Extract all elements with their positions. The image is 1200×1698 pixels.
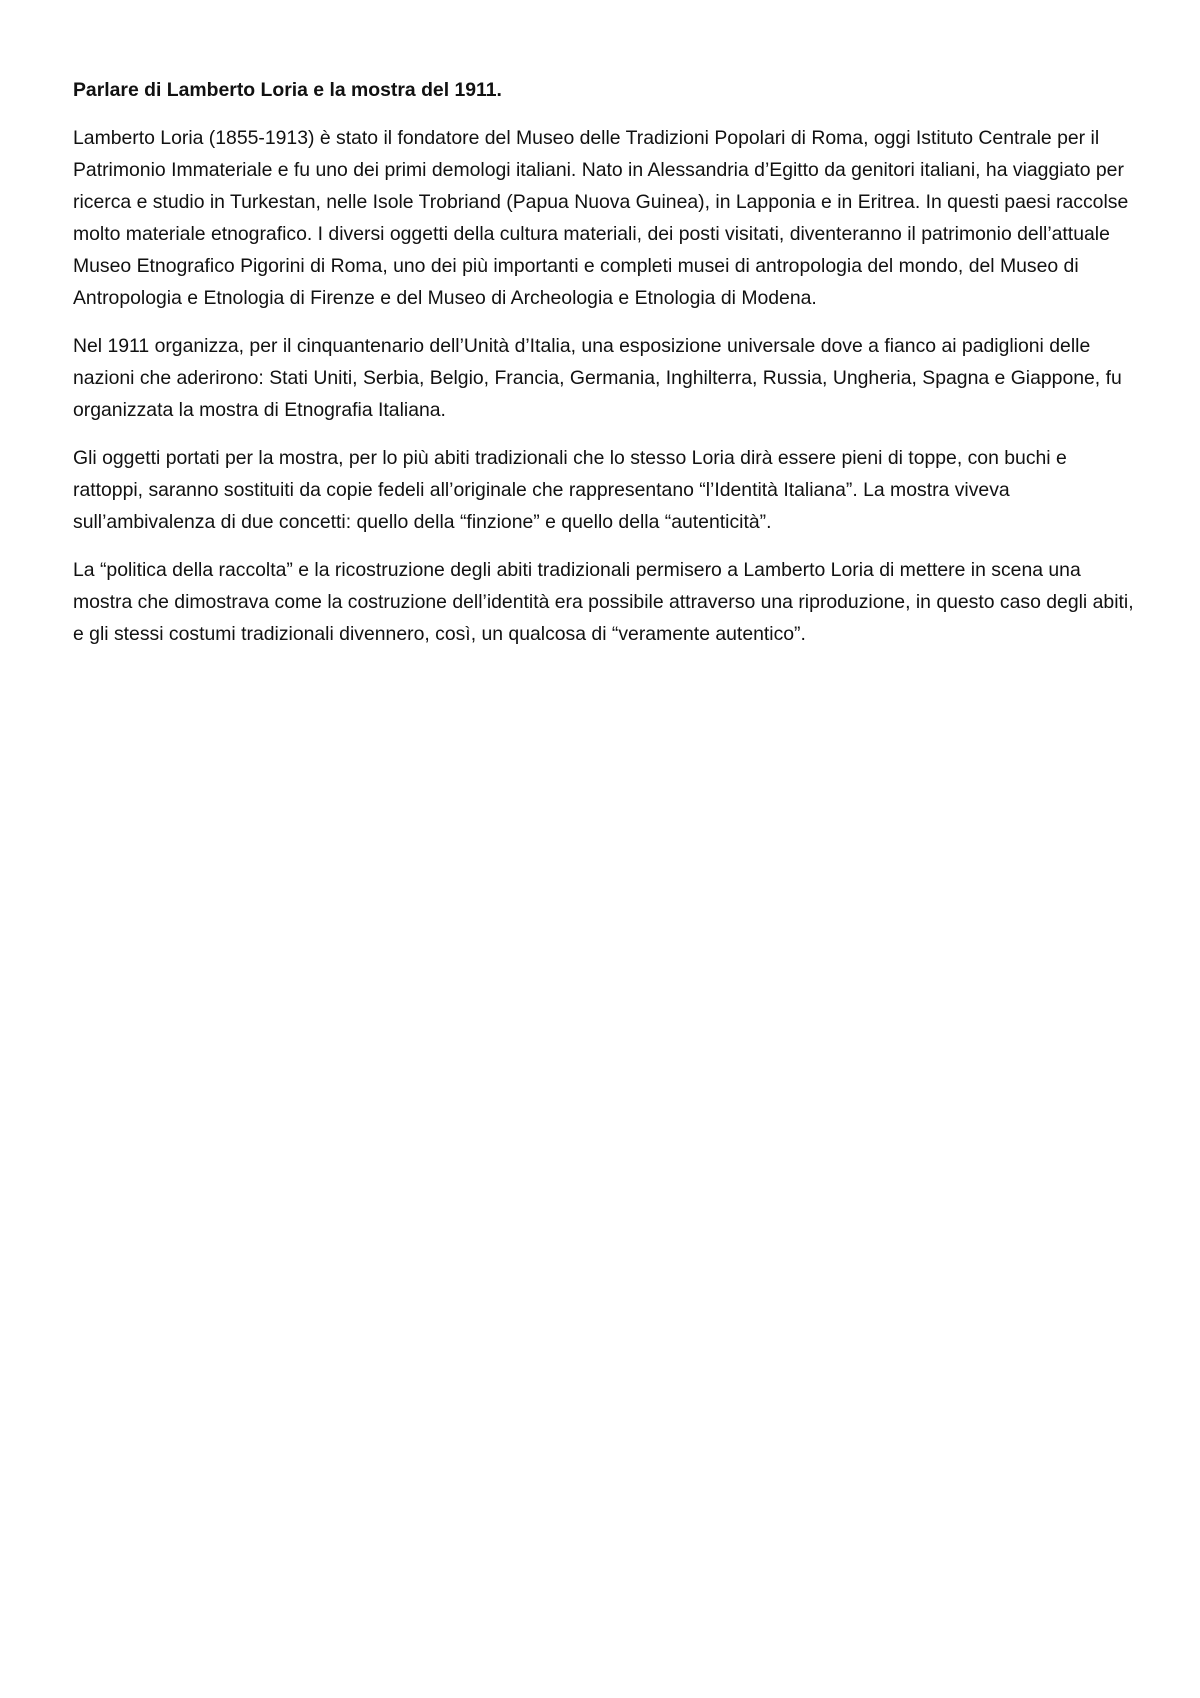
- paragraph-biography: Lamberto Loria (1855-1913) è stato il fondatore del Museo delle Tradizioni Popolari di Roma, oggi Istituto Centrale per il Patrimonio Immateriale e fu uno dei primi demologi italiani. Nato in Alessandria d’Egitto da genitori italiani, ha viaggiato per ricerca e studio in Turkestan, nelle Isole Trobriand (Papua Nuova Guinea), in Lapponia e in Eritrea. In questi paesi raccolse molto materiale etnografico. I diversi oggetti della cultura materiali, dei posti visitati, diventeranno il patrimonio dell’attuale Museo Etnografico Pigorini di Roma, uno dei più importanti e completi musei di antropologia del mondo, del Museo di Antropologia e Etnologia di Firenze e del Museo di Archeologia e Etnologia di Modena.: [73, 127, 1129, 309]
- paragraph-exposition-1911: Nel 1911 organizza, per il cinquantenario dell’Unità d’Italia, una esposizione universale dove a fianco ai padiglioni delle nazioni che aderirono: Stati Uniti, Serbia, Belgio, Francia, Germania, Inghilterra, Russia, Ungheria, Spagna e Giappone, fu organizzata la mostra di Etnografia Italiana.: [73, 335, 1122, 421]
- document-title: Parlare di Lamberto Loria e la mostra del 1911.: [73, 79, 502, 101]
- paragraph-exhibition-objects: Gli oggetti portati per la mostra, per lo più abiti tradizionali che lo stesso Loria dirà essere pieni di toppe, con buchi e rattoppi, saranno sostituiti da copie fedeli all’originale che rappresentano “l’Identità Italiana”. La mostra viveva sull’ambivalenza di due concetti: quello della “finzione” e quello della “autenticità”.: [73, 447, 1067, 533]
- paragraph-collection-politics: La “politica della raccolta” e la ricostruzione degli abiti tradizionali permisero a Lamberto Loria di mettere in scena una mostra che dimostrava come la costruzione dell’identità era possibile attraverso una riproduzione, in questo caso degli abiti, e gli stessi costumi tradizionali divennero, così, un qualcosa di “veramente autentico”.: [73, 559, 1134, 645]
- document-body: [73, 74, 1141, 666]
